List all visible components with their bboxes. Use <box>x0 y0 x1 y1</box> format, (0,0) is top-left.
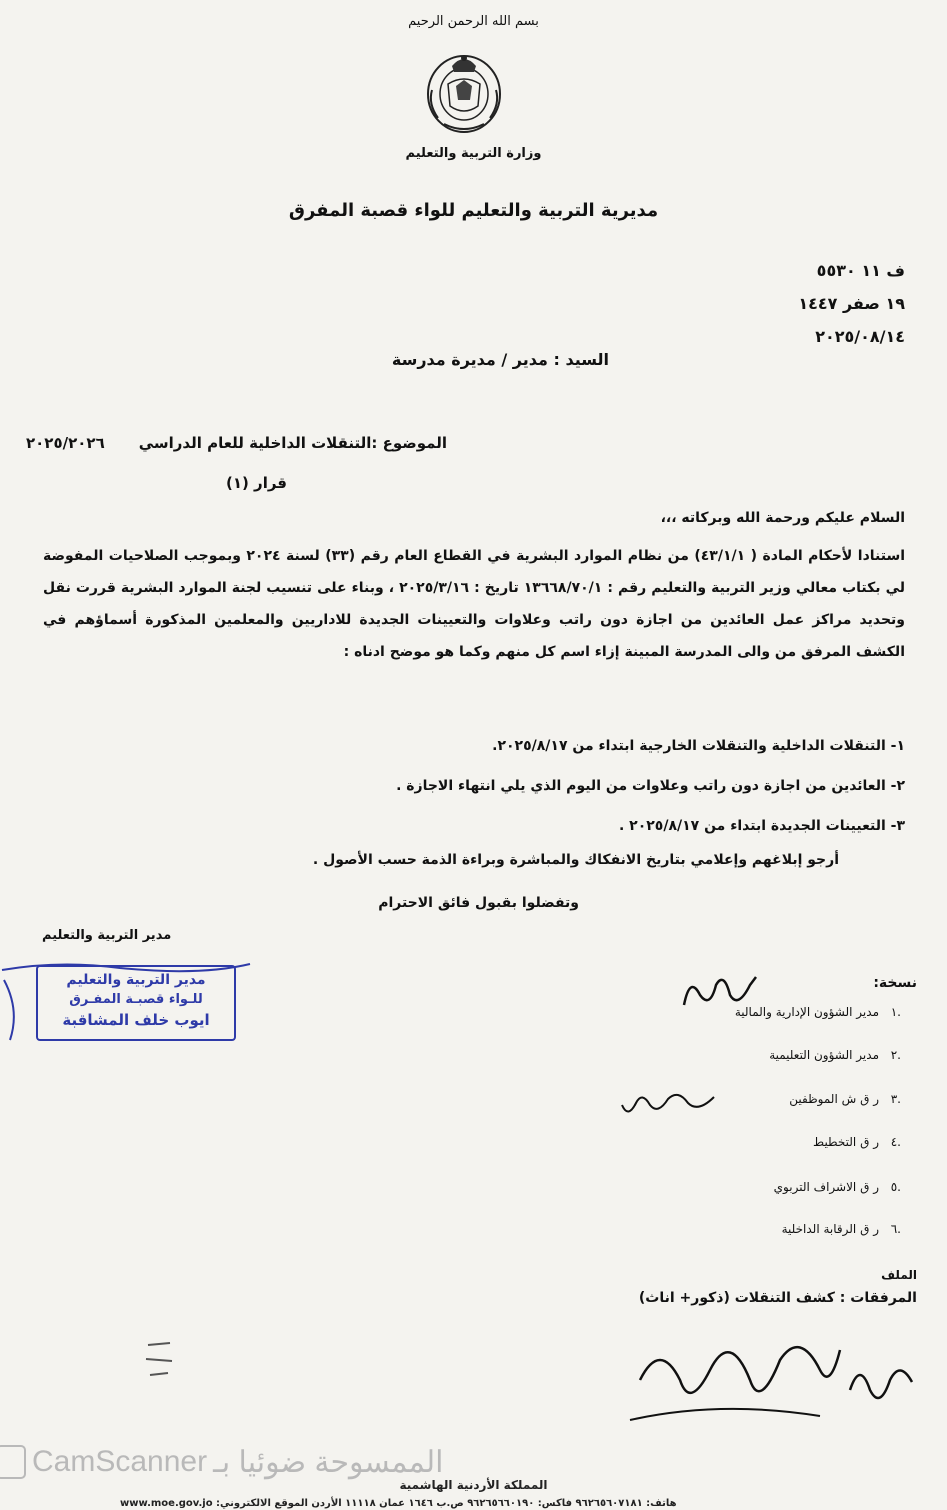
camscanner-watermark: CamScanner الممسوحة ضوئيا بـ <box>0 1442 590 1482</box>
list-item: .٤ر ق التخطيط <box>813 1135 901 1149</box>
reference-number: ف ١١ ٥٥٣٠ <box>816 261 905 280</box>
footer-kingdom: المملكة الأردنية الهاشمية <box>399 1478 548 1492</box>
list-item: ٢- العائدين من اجازة دون راتب وعلاوات من اليوم الذي يلي انتهاء الاجازة . <box>396 778 905 794</box>
list-item: ٣- التعيينات الجديدة ابتداء من ٢٠٢٥/٨/١٧ . <box>618 818 905 834</box>
directorate-name: مديرية التربية والتعليم للواء قصبة المفرق <box>288 200 659 221</box>
decision-number: قرار (١) <box>225 474 287 492</box>
hijri-date: ١٩ صفر ١٤٤٧ <box>798 294 905 313</box>
camscanner-logo-icon <box>0 1445 26 1479</box>
greeting: السلام عليكم ورحمة الله وبركاته ،،، <box>660 510 905 526</box>
footer-contact: هاتف: ٩٦٢٦٥٦٠٧١٨١ فاكس: ٩٦٢٦٥٦٦٠١٩٠ ص.ب ١٦٤٦ عمان ١١١١٨ الأردن الموقع الالكتروني: www.moe.gov.jo <box>120 1498 677 1509</box>
list-item: .٥ر ق الاشراف التربوي <box>773 1180 901 1194</box>
list-item: .٦ر ق الرقابة الداخلية <box>781 1222 901 1236</box>
attachments-line: المرفقات : كشف التنقلات (ذكور+ اناث) <box>638 1290 917 1306</box>
basmala: بسم الله الرحمن الرحيم <box>408 14 539 29</box>
list-item: .٣ر ق ش الموظفين <box>789 1092 901 1106</box>
handwritten-signature-icon <box>620 1320 920 1440</box>
letter-body: استنادا لأحكام المادة ( ٤٣/١/١) من نظام الموارد البشرية في القطاع العام رقم (٣٣) لسنة ٢٠٢٤ وبموجب الصلاحيات المفوضة لي بكتاب معالي وزير التربية والتعليم رقم : ١٣٦٦٨/٧٠/١ تاريخ : ٢٠٢٥/٣/١٦ ، وبناء على تنسيب لجنة الموارد البشرية قررت نقل وتحديد مراكز عمل العائدين من اجازة دون راتب وعلاوات والتعيينات الجديدة للاداريين والمعلمين المذكورة أسماؤهم في الكشف المرفق من والى المدرسة المبينة إزاء اسم كل منهم وكما هو موضح ادناه : <box>43 548 906 660</box>
handwritten-mark-icon <box>140 1335 180 1385</box>
addressee: السيد : مدير / مديرة مدرسة <box>391 350 609 369</box>
copies-label: نسخة: <box>873 975 917 991</box>
gregorian-date: ٢٠٢٥/٠٨/١٤ <box>815 327 905 346</box>
closing-regards: وتفضلوا بقبول فائق الاحترام <box>378 895 579 911</box>
ministry-name: وزارة التربية والتعليم <box>405 146 542 161</box>
file-label: الملف <box>881 1268 917 1282</box>
list-item: .١مدير الشؤون الإدارية والمالية <box>734 1005 901 1019</box>
reference-block <box>798 254 905 353</box>
signatory-title: مدير التربية والتعليم <box>42 928 172 943</box>
subject-year: ٢٠٢٥/٢٠٢٦ <box>26 434 105 452</box>
official-stamp: مدير التربية والتعليم للـواء قصبـة المفـرق ايوب خلف المشاقبة <box>36 965 236 1041</box>
handwritten-note-icon <box>618 1085 718 1125</box>
closing-request: أرجو إبلاغهم وإعلامي بتاريخ الانفكاك والمباشرة وبراءة الذمة حسب الأصول . <box>312 852 839 868</box>
list-item: .٢مدير الشؤون التعليمية <box>769 1048 901 1062</box>
subject-line: الموضوع :التنقلات الداخلية للعام الدراسي <box>138 434 447 452</box>
list-item: ١- التنقلات الداخلية والتنقلات الخارجية ابتداء من ٢٠٢٥/٨/١٧. <box>492 738 905 754</box>
jordan-coat-of-arms-icon <box>418 44 510 136</box>
